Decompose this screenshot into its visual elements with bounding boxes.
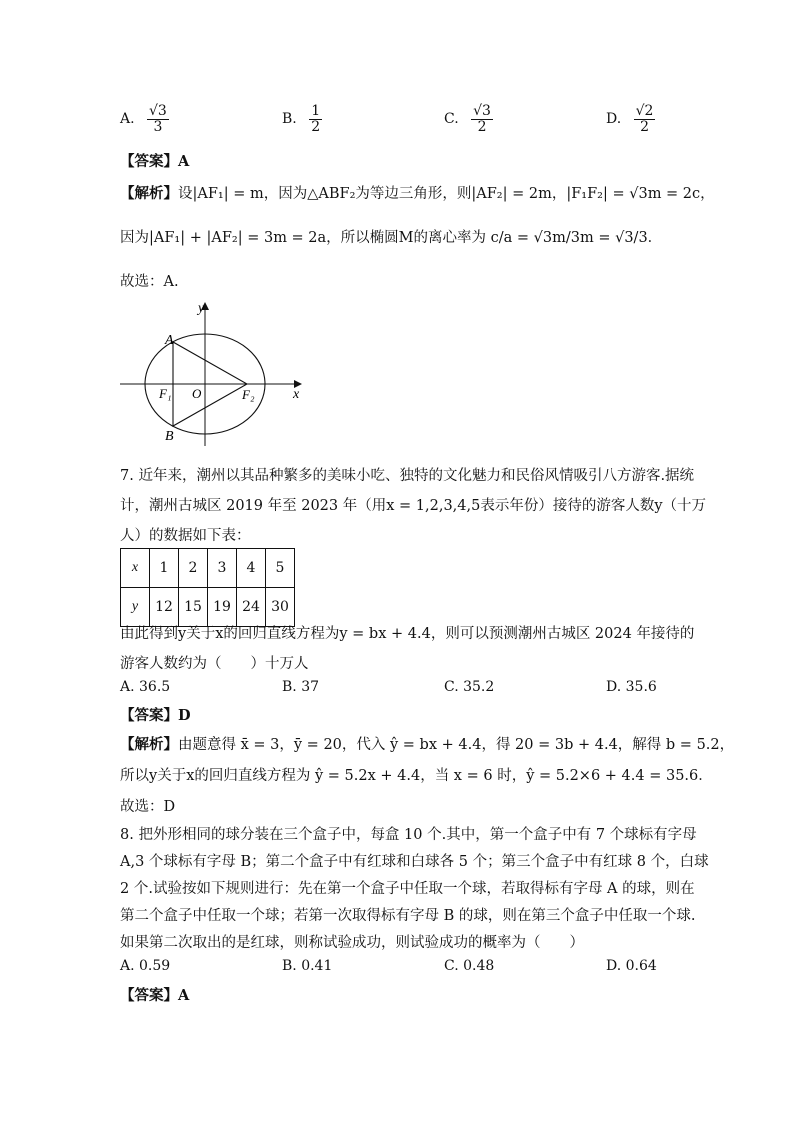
numerator: √3 <box>149 103 167 119</box>
table-cell: 30 <box>266 588 295 627</box>
analysis-label: 【解析】 <box>120 736 178 753</box>
numerator: √3 <box>473 103 491 119</box>
q8-stem-4: 第二个盒子中任取一个球；若第一次取得标有字母 B 的球，则在第三个盒子中任取一个球. <box>120 908 696 924</box>
table-cell: 12 <box>150 588 179 627</box>
table-cell: 1 <box>150 549 179 588</box>
label-b: B <box>165 429 174 444</box>
q7-option-d: D. 35.6 <box>606 679 657 695</box>
label-y: y <box>198 301 205 316</box>
denominator: 2 <box>640 118 650 135</box>
table-cell: 24 <box>237 588 266 627</box>
q7-stem-1: 7. 近年来，潮州以其品种繁多的美味小吃、独特的文化魅力和民俗风情吸引八方游客.据统 <box>120 468 695 484</box>
q8-option-d: D. 0.64 <box>606 958 657 974</box>
q7-stem-4: 由此得到y关于x的回归直线方程为y = bx + 4.4，则可以预测潮州古城区 2024 年接待的 <box>120 626 695 642</box>
q7-data-table <box>120 548 295 627</box>
table-cell: 19 <box>208 588 237 627</box>
denominator: 2 <box>311 118 321 135</box>
label-a: A <box>165 333 174 348</box>
analysis-text: 由题意得 x̄ = 3，ȳ = 20，代入 ŷ = bx + 4.4，得 20 = 3b + 4.4，解得 b = 5.2， <box>178 737 735 753</box>
numerator: √2 <box>635 103 654 119</box>
analysis-text: 设|AF₁| = m，因为△ABF₂为等边三角形，则|AF₂| = 2m，|F₁F₂| = √3m = 2c， <box>178 186 715 202</box>
table-header-y: y <box>121 588 150 627</box>
q8-stem-3: 2 个.试验按如下规则进行：先在第一个盒子中任取一个球，若取得标有字母 A 的球，则在 <box>120 881 695 897</box>
q8-stem-2: A,3 个球标有字母 B；第二个盒子中有红球和白球各 5 个；第三个盒子中有红球 8 个，白球 <box>120 854 709 870</box>
q7-stem-5: 游客人数约为（ ）十万人 <box>120 656 309 672</box>
q6-answer: 【答案】A <box>120 153 190 170</box>
q6-analysis-1 <box>120 182 715 203</box>
q7-option-b: B. 37 <box>282 679 320 695</box>
q6-option-c <box>444 104 493 134</box>
table-row-x <box>121 549 295 588</box>
q8-option-c: C. 0.48 <box>444 958 495 974</box>
option-label: B. <box>282 111 297 128</box>
table-row-y <box>121 588 295 627</box>
label-x: x <box>293 387 300 402</box>
q6-analysis-2: 因为|AF₁| + |AF₂| = 3m = 2a，所以椭圆M的离心率为 c/a = √3m/3m = √3/3． <box>120 230 663 246</box>
table-header-x: x <box>121 549 150 588</box>
q8-answer: 【答案】A <box>120 987 190 1004</box>
fraction <box>147 104 169 134</box>
table-cell: 5 <box>266 549 295 588</box>
q7-answer: 【答案】D <box>120 707 191 724</box>
fraction <box>634 104 656 134</box>
option-label: A. <box>120 111 135 128</box>
q8-stem-5: 如果第二次取出的是红球，则称试验成功，则试验成功的概率为（ ） <box>120 935 584 951</box>
fraction <box>471 104 493 134</box>
denominator: 2 <box>477 118 487 135</box>
q8-option-a: A. 0.59 <box>120 958 171 974</box>
label-f1: F₁ <box>159 386 172 401</box>
table-cell: 2 <box>179 549 208 588</box>
q7-option-a: A. 36.5 <box>120 679 171 695</box>
table-cell: 3 <box>208 549 237 588</box>
label-f2: F₂ <box>242 387 255 402</box>
numerator: 1 <box>311 103 321 119</box>
q7-stem-2: 计，潮州古城区 2019 年至 2023 年（用x = 1,2,3,4,5表示年份）接待的游客人数y（十万 <box>120 498 707 514</box>
q6-option-d <box>606 104 655 134</box>
q6-option-b <box>282 104 322 134</box>
q6-option-a <box>120 104 169 134</box>
q6-conclusion: 故选：A. <box>120 274 179 290</box>
q7-conclusion: 故选：D <box>120 799 176 815</box>
analysis-label: 【解析】 <box>120 185 178 202</box>
label-o: O <box>192 386 202 401</box>
option-label: D. <box>606 111 622 128</box>
denominator: 3 <box>153 118 163 135</box>
table-cell: 15 <box>179 588 208 627</box>
fraction <box>309 104 322 134</box>
q7-analysis-1 <box>120 733 734 754</box>
table-cell: 4 <box>237 549 266 588</box>
q7-option-c: C. 35.2 <box>444 679 495 695</box>
q8-option-b: B. 0.41 <box>282 958 333 974</box>
option-label: C. <box>444 111 459 128</box>
q7-stem-3: 人）的数据如下表： <box>120 528 251 544</box>
q7-analysis-2: 所以y关于x的回归直线方程为 ŷ = 5.2x + 4.4，当 x = 6 时，ŷ = 5.2×6 + 4.4 = 35.6． <box>120 768 713 784</box>
q8-stem-1: 8. 把外形相同的球分装在三个盒子中，每盒 10 个.其中，第一个盒子中有 7 个球标有字母 <box>120 827 697 843</box>
ellipse-figure <box>115 298 315 448</box>
